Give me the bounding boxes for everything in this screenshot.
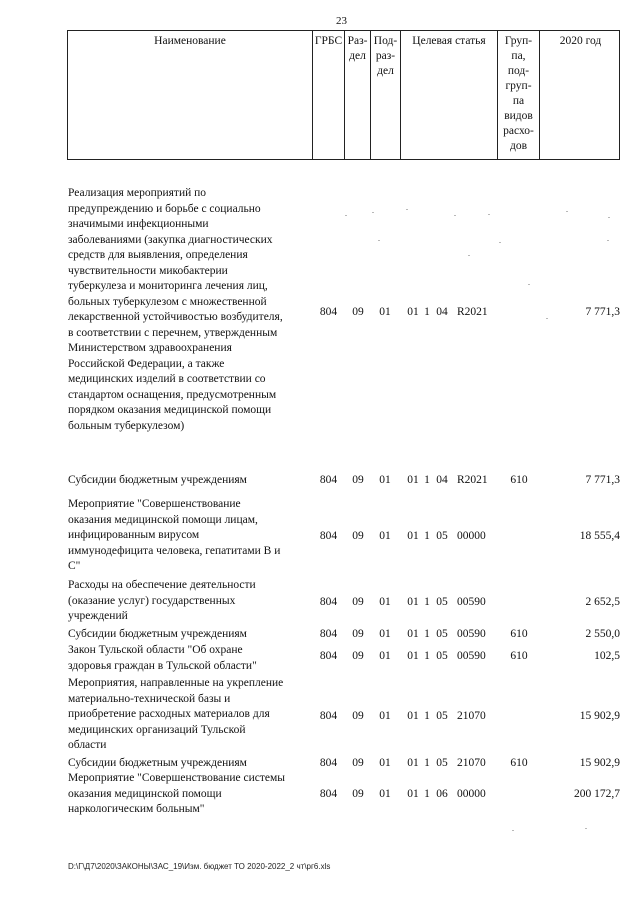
row-group: 610 (510, 757, 528, 769)
row-grbs: 804 (319, 710, 338, 722)
row-target-event: 05 (436, 628, 448, 640)
row-podrazdel: 01 (379, 474, 391, 486)
row-target-subprogram: 1 (424, 650, 430, 662)
row-amount: 18 555,4 (579, 530, 620, 542)
header-group: Груп- па, под- груп- па видов расхо- дов (498, 31, 540, 159)
row-podrazdel: 01 (379, 710, 391, 722)
row-razdel: 09 (352, 628, 364, 640)
row-razdel: 09 (352, 710, 364, 722)
header-podrazdel: Под- раз- дел (371, 31, 401, 159)
header-grbs: ГРБС (313, 31, 345, 159)
table-row (0, 627, 640, 643)
row-target-event: 04 (436, 474, 448, 486)
row-target-subprogram: 1 (424, 474, 430, 486)
row-target-event: 06 (436, 788, 448, 800)
row-podrazdel: 01 (379, 650, 391, 662)
table-row (0, 473, 640, 489)
header-razdel: Раз- дел (345, 31, 371, 159)
row-name: Мероприятия, направленные на укрепление материально-технической базы и приобретение расходных материалов для медицинских организаций Тульской области (68, 677, 284, 751)
row-name: Расходы на обеспечение деятельности (оказание услуг) государственных учреждений (68, 579, 256, 622)
row-target-program: 01 (407, 710, 419, 722)
row-target-code: 00590 (457, 628, 486, 640)
row-target-code: 21070 (457, 710, 486, 722)
row-target-program: 01 (407, 530, 419, 542)
row-podrazdel: 01 (379, 596, 391, 608)
row-podrazdel: 01 (379, 757, 391, 769)
table-row (0, 578, 640, 625)
row-target-program: 01 (407, 650, 419, 662)
row-target-program: 01 (407, 474, 419, 486)
row-podrazdel: 01 (379, 788, 391, 800)
row-podrazdel: 01 (379, 628, 391, 640)
row-amount: 200 172,7 (574, 788, 620, 800)
row-grbs: 804 (319, 530, 338, 542)
row-name: Субсидии бюджетным учреждениям (68, 757, 247, 769)
row-target-event: 04 (436, 306, 448, 318)
row-grbs: 804 (319, 306, 338, 318)
page-number: 23 (336, 15, 347, 27)
row-grbs: 804 (319, 474, 338, 486)
row-name: Закон Тульской области "Об охране здоровья граждан в Тульской области" (68, 644, 257, 672)
row-amount: 2 550,0 (585, 628, 620, 640)
row-razdel: 09 (352, 306, 364, 318)
table-header (67, 30, 620, 160)
table-row (0, 643, 640, 675)
row-target-event: 05 (436, 650, 448, 662)
header-target: Целевая статья (401, 31, 498, 159)
row-razdel: 09 (352, 530, 364, 542)
row-target-event: 05 (436, 757, 448, 769)
row-target-code: 00000 (457, 530, 486, 542)
row-grbs: 804 (319, 757, 338, 769)
row-target-program: 01 (407, 788, 419, 800)
row-razdel: 09 (352, 474, 364, 486)
row-amount: 15 902,9 (579, 757, 620, 769)
file-path-footer: D:\Г\Д7\2020\ЗАКОНЫ\ЗАС_19\Изм. бюджет ТО 2020-2022_2 чт\рг6.xls (68, 862, 331, 871)
row-podrazdel: 01 (379, 306, 391, 318)
row-amount: 7 771,3 (585, 306, 620, 318)
row-target-code: R2021 (457, 474, 488, 486)
header-name: Наименование (68, 31, 313, 159)
row-name: Субсидии бюджетным учреждениям (68, 628, 247, 640)
row-grbs: 804 (319, 596, 338, 608)
row-target-code: 00590 (457, 650, 486, 662)
row-grbs: 804 (319, 788, 338, 800)
row-target-event: 05 (436, 530, 448, 542)
row-group: 610 (510, 650, 528, 662)
row-grbs: 804 (319, 628, 338, 640)
row-target-program: 01 (407, 757, 419, 769)
row-target-subprogram: 1 (424, 710, 430, 722)
row-target-subprogram: 1 (424, 596, 430, 608)
row-group: 610 (510, 628, 528, 640)
row-razdel: 09 (352, 757, 364, 769)
row-target-program: 01 (407, 306, 419, 318)
row-target-code: 21070 (457, 757, 486, 769)
row-target-program: 01 (407, 596, 419, 608)
table-row (0, 676, 640, 754)
row-target-code: 00000 (457, 788, 486, 800)
row-grbs: 804 (319, 650, 338, 662)
row-target-code: 00590 (457, 596, 486, 608)
row-target-event: 05 (436, 596, 448, 608)
table-row (0, 186, 640, 441)
row-target-event: 05 (436, 710, 448, 722)
row-target-subprogram: 1 (424, 530, 430, 542)
header-year: 2020 год (559, 35, 602, 47)
row-name: Мероприятие "Совершенствование оказания медицинской помощи лицам, инфицированным вирусом иммунодефицита человека, гепатитами В и С" (68, 498, 281, 572)
row-amount: 102,5 (594, 650, 620, 662)
row-target-subprogram: 1 (424, 628, 430, 640)
row-razdel: 09 (352, 650, 364, 662)
row-name: Реализация мероприятий по предупреждению и борьбе с социально значимыми инфекционными заболеваниями (закупка диагностических средств для выявления, определения чувствительности микобактерии туберкулеза и мониторинга лечения лиц, больных туберкулезом с множественной лекарственной устойчивостью возбудителя, в соответствии с перечнем, утвержденным Министерством здравоохранения Российской Федерации, а также медицинских изделий в соответствии со стандартом оснащения, предусмотренным порядком оказания медицинской помощи больным туберкулезом) (68, 187, 283, 432)
row-razdel: 09 (352, 596, 364, 608)
row-amount: 15 902,9 (579, 710, 620, 722)
row-target-program: 01 (407, 628, 419, 640)
row-amount: 7 771,3 (585, 474, 620, 486)
row-name: Субсидии бюджетным учреждениям (68, 474, 247, 486)
row-target-code: R2021 (457, 306, 488, 318)
row-name: Мероприятие "Совершенствование системы оказания медицинской помощи наркологическим больным" (68, 772, 286, 815)
row-amount: 2 652,5 (585, 596, 620, 608)
row-razdel: 09 (352, 788, 364, 800)
table-row (0, 756, 640, 772)
row-target-subprogram: 1 (424, 306, 430, 318)
row-target-subprogram: 1 (424, 788, 430, 800)
row-target-subprogram: 1 (424, 757, 430, 769)
row-podrazdel: 01 (379, 530, 391, 542)
row-group: 610 (510, 474, 528, 486)
table-row (0, 497, 640, 575)
table-row (0, 771, 640, 819)
